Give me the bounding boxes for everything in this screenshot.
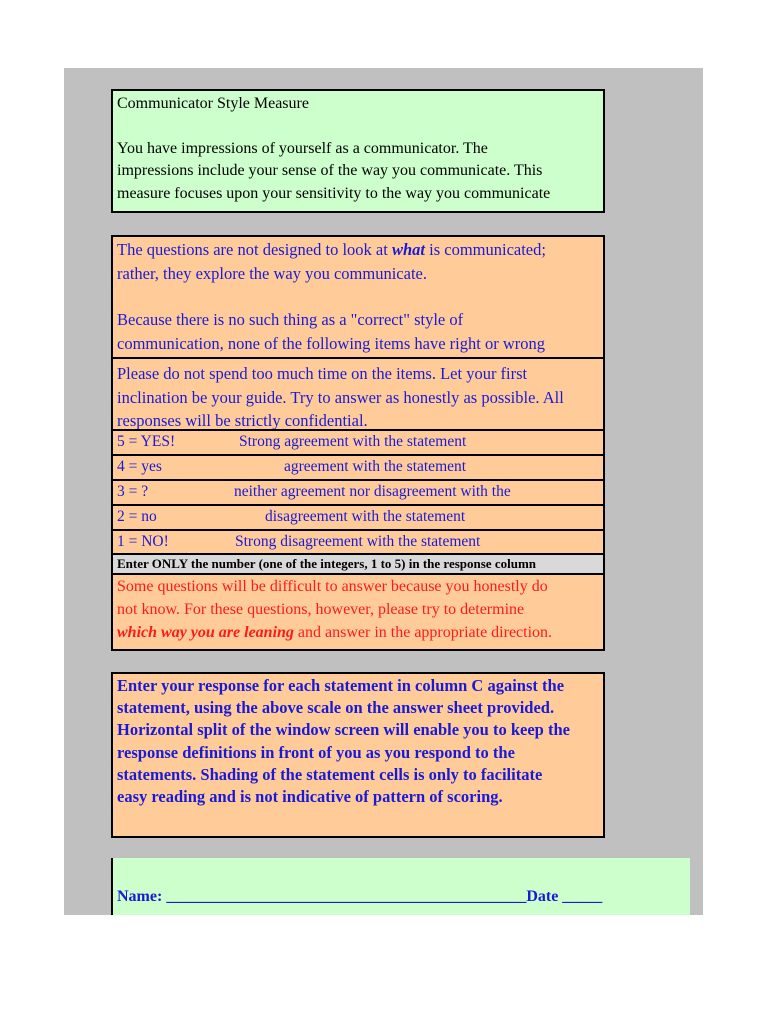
questions-note <box>111 235 605 359</box>
guidance-line: Please do not spend too much time on the items. Let your first <box>117 364 528 383</box>
scale-row-1 <box>111 529 605 553</box>
questions-line: The questions are not designed to look at what is communicated; <box>117 240 546 259</box>
measure-title: Communicator Style Measure <box>117 95 309 112</box>
response-instructions <box>111 672 605 838</box>
scale-desc: neither agreement nor disagreement with the <box>234 483 511 500</box>
emphasis-what: what <box>391 240 425 259</box>
scale-code: 4 = yes <box>117 458 162 475</box>
difficult-line: Some questions will be difficult to answer because you honestly do <box>117 578 548 595</box>
instruction-line: Horizontal split of the window screen will enable you to keep the <box>117 720 570 740</box>
scale-desc: Strong agreement with the statement <box>239 433 467 450</box>
difficult-line: not know. For these questions, however, please try to determine <box>117 601 525 618</box>
scale-code: 1 = NO! <box>117 533 169 550</box>
difficult-questions-note <box>111 575 605 651</box>
instruction-line: response definitions in front of you as you respond to the <box>117 742 515 762</box>
instruction-line: Enter your response for each statement in column C against the <box>117 676 565 695</box>
name-date-row[interactable] <box>111 858 690 915</box>
questions-line: communication, none of the following items have right or wrong <box>117 333 545 353</box>
guidance-note <box>111 359 605 429</box>
instruction-line: easy reading and is not indicative of pattern of scoring. <box>117 787 503 807</box>
instruction-line: statements. Shading of the statement cells is only to facilitate <box>117 764 543 784</box>
scale-row-3 <box>111 479 605 504</box>
intro-line: measure focuses upon your sensitivity to the way you communicate <box>117 184 551 202</box>
intro-line: You have impressions of yourself as a communicator. The <box>117 139 488 157</box>
scale-code: 3 = ? <box>117 483 149 500</box>
intro-box <box>111 89 605 213</box>
scale-desc: agreement with the statement <box>284 458 467 475</box>
scale-row-2 <box>111 504 605 529</box>
scale-desc: Strong disagreement with the statement <box>235 533 481 550</box>
enter-only-note: Enter ONLY the number (one of the integers, 1 to 5) in the response column <box>111 553 605 575</box>
name-date-field[interactable]: Name: _____________________________________________Date _____ <box>117 888 603 905</box>
guidance-line: inclination be your guide. Try to answer as honestly as possible. All <box>117 387 564 407</box>
difficult-line: which way you are leaning and answer in the appropriate direction. <box>117 624 553 641</box>
scale-desc: disagreement with the statement <box>265 508 466 525</box>
intro-line: impressions include your sense of the way you communicate. This <box>117 162 543 179</box>
scale-row-5 <box>111 429 605 454</box>
questions-line: Because there is no such thing as a "correct" style of <box>117 310 464 329</box>
instruction-line: statement, using the above scale on the answer sheet provided. <box>117 698 555 718</box>
emphasis-leaning: which way you are leaning <box>117 624 294 641</box>
scale-code: 2 = no <box>117 508 157 525</box>
spreadsheet-page <box>64 68 703 915</box>
questions-line: rather, they explore the way you communicate. <box>117 263 427 283</box>
scale-code: 5 = YES! <box>117 433 176 450</box>
guidance-line: responses will be strictly confidential. <box>117 411 368 429</box>
scale-row-4 <box>111 454 605 479</box>
